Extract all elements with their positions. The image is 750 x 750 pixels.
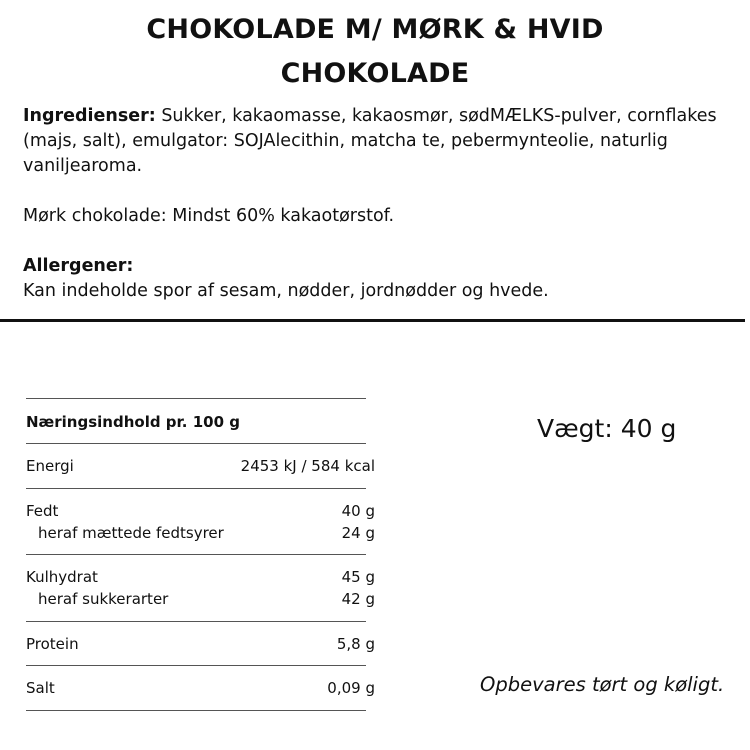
table-rule [26,710,366,711]
nutrition-header-label: Næringsindhold pr. 100 g [26,413,240,431]
ingredients-paragraph [23,104,723,179]
table-rule [26,398,366,399]
row-value: 24 g [341,524,375,542]
allergens-text: Kan indeholde spor af sesam, nødder, jordnødder og hvede. [23,281,549,301]
ingredients-label: Ingredienser: [23,106,156,126]
row-label: heraf mættede fedtsyrer [38,524,224,542]
table-row [26,590,375,608]
allergens-label: Allergener: [23,256,134,276]
row-label: heraf sukkerarter [38,590,169,608]
table-rule [26,554,366,555]
table-row [26,502,375,520]
net-weight: Vægt: 40 g [537,414,677,443]
row-label: Energi [26,457,74,475]
table-row [26,457,375,475]
row-value: 40 g [341,502,375,520]
ingredients-section [23,104,723,304]
nutrition-header [26,413,375,431]
table-row [26,568,375,586]
row-value: 45 g [341,568,375,586]
row-value: 2453 kJ / 584 kcal [240,457,375,475]
storage-instructions: Opbevares tørt og køligt. [480,673,725,696]
table-rule [26,443,366,444]
row-value: 0,09 g [327,679,375,697]
row-label: Salt [26,679,55,697]
row-value: 42 g [341,590,375,608]
table-row [26,524,375,542]
row-label: Kulhydrat [26,568,98,586]
title-line-2: CHOKOLADE [280,58,470,89]
section-divider [0,319,745,322]
table-rule [26,621,366,622]
title-line-1: CHOKOLADE M/ MØRK & HVID [146,14,604,45]
table-rule [26,488,366,489]
table-row [26,679,375,697]
row-label: Fedt [26,502,59,520]
row-value: 5,8 g [336,635,375,653]
table-row [26,635,375,653]
ingredients-text: Sukker, kakaomasse, kakaosmør, sødMÆLKS-pulver, cornflakes (majs, salt), emulgator: SOJAlecithin, matcha te, pebermynteolie, naturlig vaniljearoma. [23,106,717,176]
row-label: Protein [26,635,79,653]
product-title [0,8,750,96]
dark-chocolate-note: Mørk chokolade: Mindst 60% kakaotørstof. [23,206,395,226]
table-rule [26,665,366,666]
